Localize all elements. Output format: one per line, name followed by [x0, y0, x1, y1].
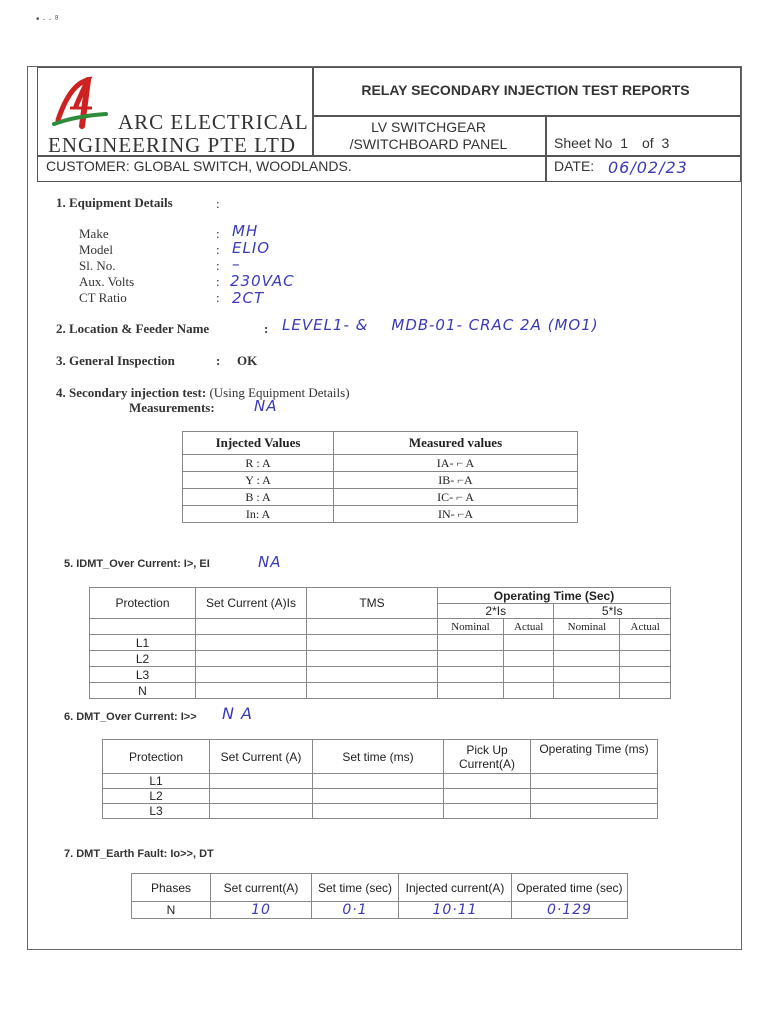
measurements-label: Measurements:	[129, 400, 215, 415]
company-name-line1: ARC ELECTRICAL	[118, 110, 309, 134]
make-label: Make	[79, 226, 109, 241]
section1-colon: :	[216, 196, 220, 211]
section2-title: 2. Location & Feeder Name	[56, 321, 210, 336]
table-row	[103, 804, 658, 819]
set-current-value: 10	[211, 902, 312, 919]
col-set-current: Set current(A)	[211, 874, 312, 902]
col-operating-time: Operating Time (ms)	[531, 740, 658, 774]
panel-name	[312, 119, 545, 153]
section7-title: 7. DMT_Earth Fault: Io>>, DT	[64, 848, 214, 860]
injection-table	[182, 431, 578, 523]
row-label: L2	[90, 651, 196, 667]
col-set-time: Set time (ms)	[313, 740, 444, 774]
idmt-table	[89, 587, 671, 699]
col-5is: 5*Is	[554, 604, 671, 619]
set-time-value: 0·1	[312, 902, 399, 919]
panel-line2: /SWITCHBOARD PANEL	[349, 136, 508, 152]
model-value: ELIO	[232, 239, 271, 257]
col-set-current: Set Current (A)Is	[196, 588, 307, 619]
date-value: 06/02/23	[608, 158, 688, 177]
table-row	[90, 635, 671, 651]
table-row	[103, 789, 658, 804]
col-injected-current: Injected current(A)	[399, 874, 512, 902]
col-set-time: Set time (sec)	[312, 874, 399, 902]
general-inspection-value: OK	[237, 353, 258, 368]
col-nominal-2is: Nominal	[438, 619, 504, 635]
scan-marks: • · · ⁸	[36, 14, 59, 25]
ct-ratio-value: 2CT	[232, 289, 265, 307]
company-name-line2: ENGINEERING PTE LTD	[48, 133, 297, 157]
section5-title: 5. IDMT_Over Current: I>, EI	[64, 558, 210, 570]
col-protection: Protection	[103, 740, 210, 774]
col-actual-2is: Actual	[503, 619, 554, 635]
section4-title	[56, 385, 350, 401]
section6-title: 6. DMT_Over Current: I>>	[64, 711, 197, 723]
operated-time-value: 0·129	[512, 902, 628, 919]
col-injected-values: Injected Values	[183, 432, 334, 455]
row-label: L1	[103, 774, 210, 789]
serial-label: Sl. No.	[79, 258, 116, 273]
measured-ia: IA- ⌐ A	[334, 455, 578, 472]
table-row	[183, 506, 578, 523]
make-colon: :	[216, 226, 220, 241]
section1-title: 1. Equipment Details	[56, 195, 173, 210]
injected-y: Y : A	[183, 472, 334, 489]
aux-volts-colon: :	[216, 274, 220, 289]
col-set-current: Set Current (A)	[210, 740, 313, 774]
section5-value: NA	[258, 553, 282, 571]
col-operated-time: Operated time (sec)	[512, 874, 628, 902]
aux-volts-label: Aux. Volts	[79, 274, 135, 289]
col-measured-values: Measured values	[334, 432, 578, 455]
section2-colon: :	[264, 321, 269, 336]
section4-note: (Using Equipment Details)	[209, 385, 350, 400]
row-label: L3	[90, 667, 196, 683]
injected-n: In: A	[183, 506, 334, 523]
date-label: DATE:	[554, 158, 595, 174]
measured-in: IN- ⌐A	[334, 506, 578, 523]
table-row	[183, 472, 578, 489]
measured-ic: IC- ⌐ A	[334, 489, 578, 506]
section3-title: 3. General Inspection	[56, 353, 175, 368]
table-row	[183, 455, 578, 472]
model-colon: :	[216, 242, 220, 257]
row-label: L2	[103, 789, 210, 804]
col-nominal-5is: Nominal	[554, 619, 620, 635]
injected-b: B : A	[183, 489, 334, 506]
table-row	[90, 651, 671, 667]
arc-logo-icon	[52, 76, 112, 132]
table-row	[90, 683, 671, 699]
ct-ratio-label: CT Ratio	[79, 290, 127, 305]
sheet-total: 3	[661, 135, 670, 151]
section3-colon: :	[216, 353, 221, 368]
measured-ib: IB- ⌐A	[334, 472, 578, 489]
ct-ratio-colon: :	[216, 290, 220, 305]
injected-current-value: 10·11	[399, 902, 512, 919]
col-2is: 2*Is	[438, 604, 554, 619]
col-protection: Protection	[90, 588, 196, 619]
row-label: L1	[90, 635, 196, 651]
section4-heading: 4. Secondary injection test:	[56, 385, 207, 400]
phase-n: N	[132, 902, 211, 919]
model-label: Model	[79, 242, 113, 257]
location-feeder-value: LEVEL1- & MDB-01- CRAC 2A (MO1)	[282, 316, 599, 334]
sheet-label: Sheet No	[554, 135, 613, 151]
serial-value: –	[232, 255, 241, 273]
col-phases: Phases	[132, 874, 211, 902]
injected-r: R : A	[183, 455, 334, 472]
col-tms: TMS	[307, 588, 438, 619]
dmt-table	[102, 739, 658, 819]
row-label: L3	[103, 804, 210, 819]
serial-colon: :	[216, 258, 220, 273]
col-operating-time: Operating Time (Sec)	[438, 588, 671, 604]
panel-line1: LV SWITCHGEAR	[371, 119, 486, 135]
row-label: N	[90, 683, 196, 699]
earth-fault-table	[131, 873, 628, 919]
report-title: RELAY SECONDARY INJECTION TEST REPORTS	[361, 82, 690, 98]
table-row	[183, 489, 578, 506]
measurements-value: NA	[254, 397, 278, 415]
aux-volts-value: 230VAC	[230, 272, 295, 290]
table-row	[103, 774, 658, 789]
sheet-of: of	[641, 135, 654, 151]
customer-line: CUSTOMER: GLOBAL SWITCH, WOODLANDS.	[46, 158, 352, 174]
section6-value: N A	[222, 704, 253, 723]
table-row	[90, 667, 671, 683]
make-value: MH	[232, 222, 259, 240]
col-actual-5is: Actual	[620, 619, 671, 635]
sheet-number	[554, 135, 669, 151]
col-pickup-current: Pick Up Current(A)	[444, 740, 531, 774]
table-row	[132, 902, 628, 919]
sheet-no: 1	[620, 135, 629, 151]
